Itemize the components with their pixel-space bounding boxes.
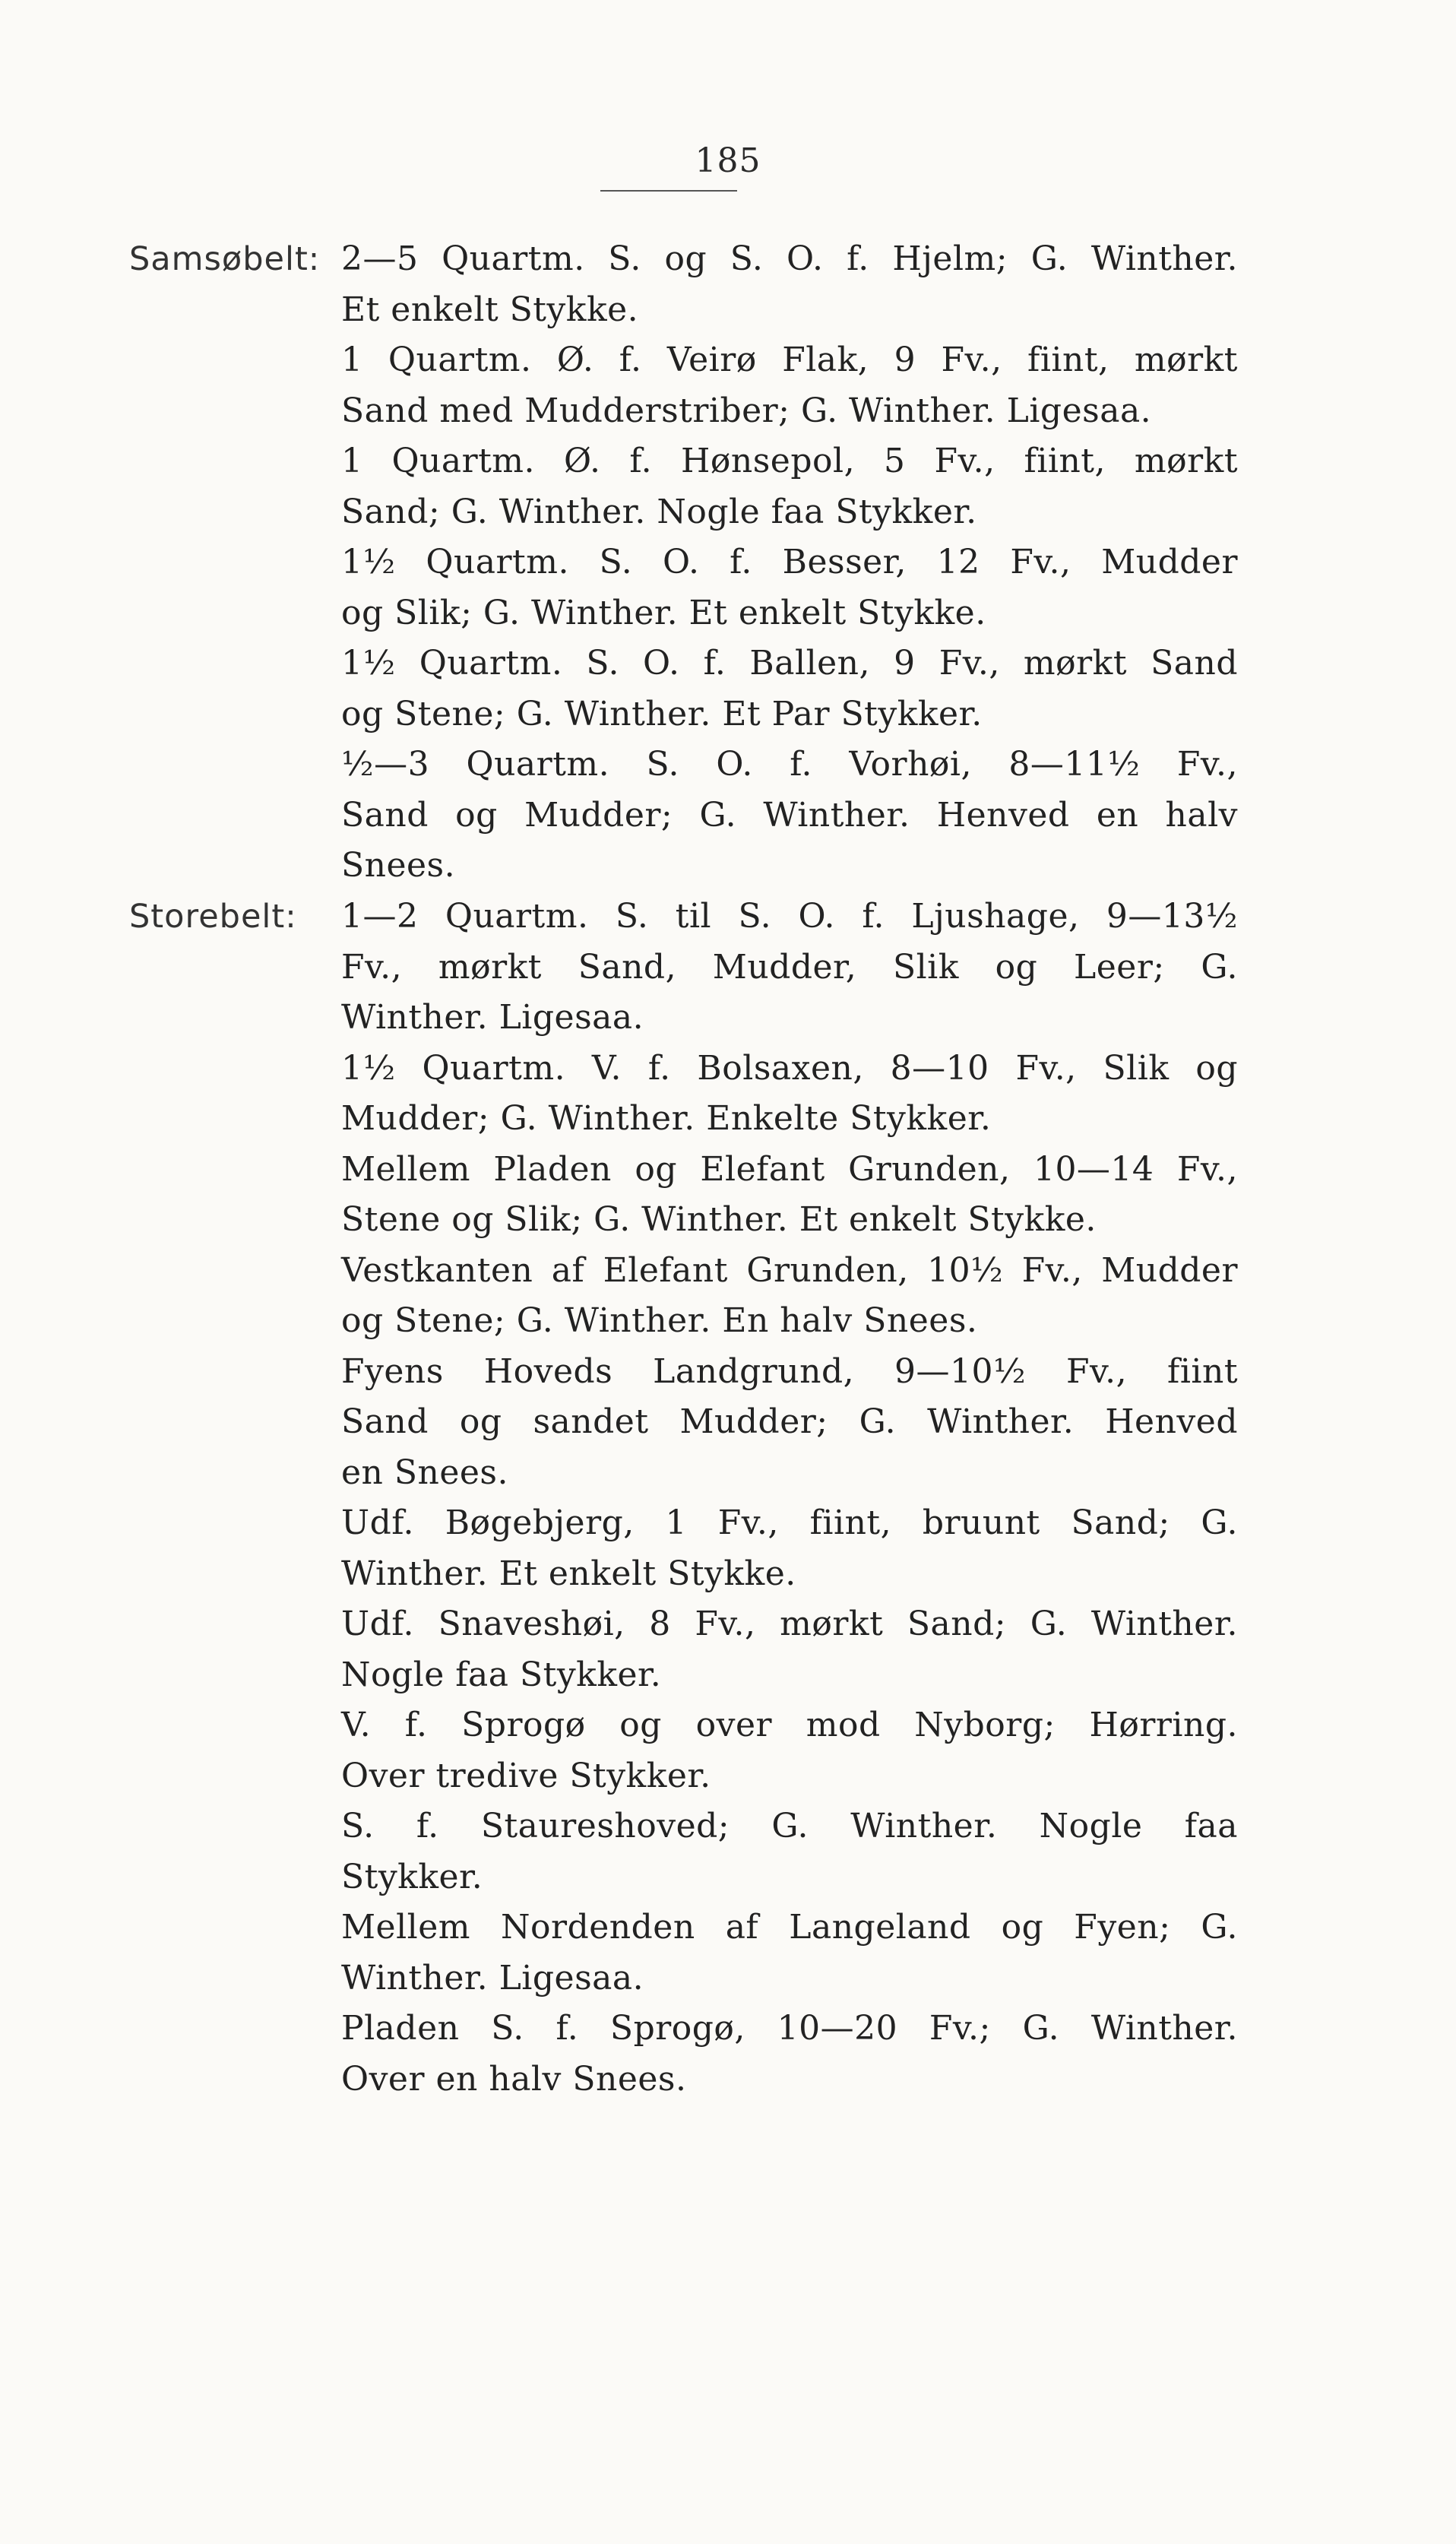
text-line: Fyens Hoveds Landgrund, 9—10½ Fv., fiint bbox=[341, 1351, 1238, 1391]
text-line: Sand og sandet Mudder; G. Winther. Henved bbox=[341, 1402, 1238, 1441]
text-line: 1½ Quartm. V. f. Bolsaxen, 8—10 Fv., Slik og bbox=[341, 1048, 1238, 1088]
text-line: Nogle faa Stykker. bbox=[341, 1655, 662, 1694]
text-line: Pladen S. f. Sprogø, 10—20 Fv.; G. Winther. bbox=[341, 2009, 1238, 2048]
section-label: Samsøbelt: bbox=[129, 240, 321, 278]
text-line: 1½ Quartm. S. O. f. Ballen, 9 Fv., mørkt Sand bbox=[341, 644, 1238, 683]
page-number-rule bbox=[600, 190, 737, 192]
text-line: Sand; G. Winther. Nogle faa Stykker. bbox=[341, 492, 977, 531]
text-line: Mellem Nordenden af Langeland og Fyen; G. bbox=[341, 1908, 1238, 1947]
text-line: Udf. Bøgebjerg, 1 Fv., fiint, bruunt Sand; G. bbox=[341, 1503, 1238, 1542]
text-line: Et enkelt Stykke. bbox=[341, 290, 639, 329]
text-line: en Snees. bbox=[341, 1453, 508, 1492]
section-text bbox=[341, 892, 1238, 2105]
text-line: Snees. bbox=[341, 846, 456, 885]
text-line: Winther. Ligesaa. bbox=[341, 998, 644, 1037]
text-line: Over en halv Snees. bbox=[341, 2059, 687, 2099]
text-line: S. f. Staureshoved; G. Winther. Nogle faa bbox=[341, 1807, 1238, 1845]
text-line: Over tredive Stykker. bbox=[341, 1756, 711, 1795]
text-line: V. f. Sprogø og over mod Nyborg; Hørring. bbox=[341, 1706, 1238, 1744]
text-line: Mudder; G. Winther. Enkelte Stykker. bbox=[341, 1099, 992, 1138]
text-line: Stene og Slik; G. Winther. Et enkelt Stykke. bbox=[341, 1200, 1097, 1239]
text-line: Sand med Mudderstriber; G. Winther. Ligesaa. bbox=[341, 391, 1152, 430]
text-line: 1—2 Quartm. S. til S. O. f. Ljushage, 9—13½ bbox=[341, 897, 1238, 936]
text-line: 2—5 Quartm. S. og S. O. f. Hjelm; G. Winther. bbox=[341, 239, 1238, 278]
text-line: Mellem Pladen og Elefant Grunden, 10—14 Fv., bbox=[341, 1149, 1238, 1189]
text-line: Winther. Ligesaa. bbox=[341, 1958, 644, 1997]
section-label: Storebelt: bbox=[129, 898, 297, 936]
text-line: og Stene; G. Winther. Et Par Stykker. bbox=[341, 694, 983, 733]
text-line: 1 Quartm. Ø. f. Hønsepol, 5 Fv., fiint, mørkt bbox=[341, 442, 1238, 480]
text-line: Fv., mørkt Sand, Mudder, Slik og Leer; G. bbox=[341, 947, 1238, 987]
text-line: og Slik; G. Winther. Et enkelt Stykke. bbox=[341, 593, 986, 632]
text-line: Vestkanten af Elefant Grunden, 10½ Fv., Mudder bbox=[341, 1250, 1238, 1290]
text-line: 1½ Quartm. S. O. f. Besser, 12 Fv., Mudder bbox=[341, 543, 1238, 581]
text-line: Sand og Mudder; G. Winther. Henved en halv bbox=[341, 795, 1238, 835]
text-line: og Stene; G. Winther. En halv Snees. bbox=[341, 1301, 978, 1340]
section-text bbox=[341, 234, 1238, 892]
text-line: Stykker. bbox=[341, 1857, 483, 1896]
text-line: Udf. Snaveshøi, 8 Fv., mørkt Sand; G. Winther. bbox=[341, 1605, 1238, 1643]
text-line: 1 Quartm. Ø. f. Veirø Flak, 9 Fv., fiint, mørkt bbox=[341, 341, 1238, 379]
text-line: Winther. Et enkelt Stykke. bbox=[341, 1554, 796, 1593]
page-number: 185 bbox=[695, 141, 761, 180]
text-line: ½—3 Quartm. S. O. f. Vorhøi, 8—11½ Fv., bbox=[341, 745, 1238, 784]
